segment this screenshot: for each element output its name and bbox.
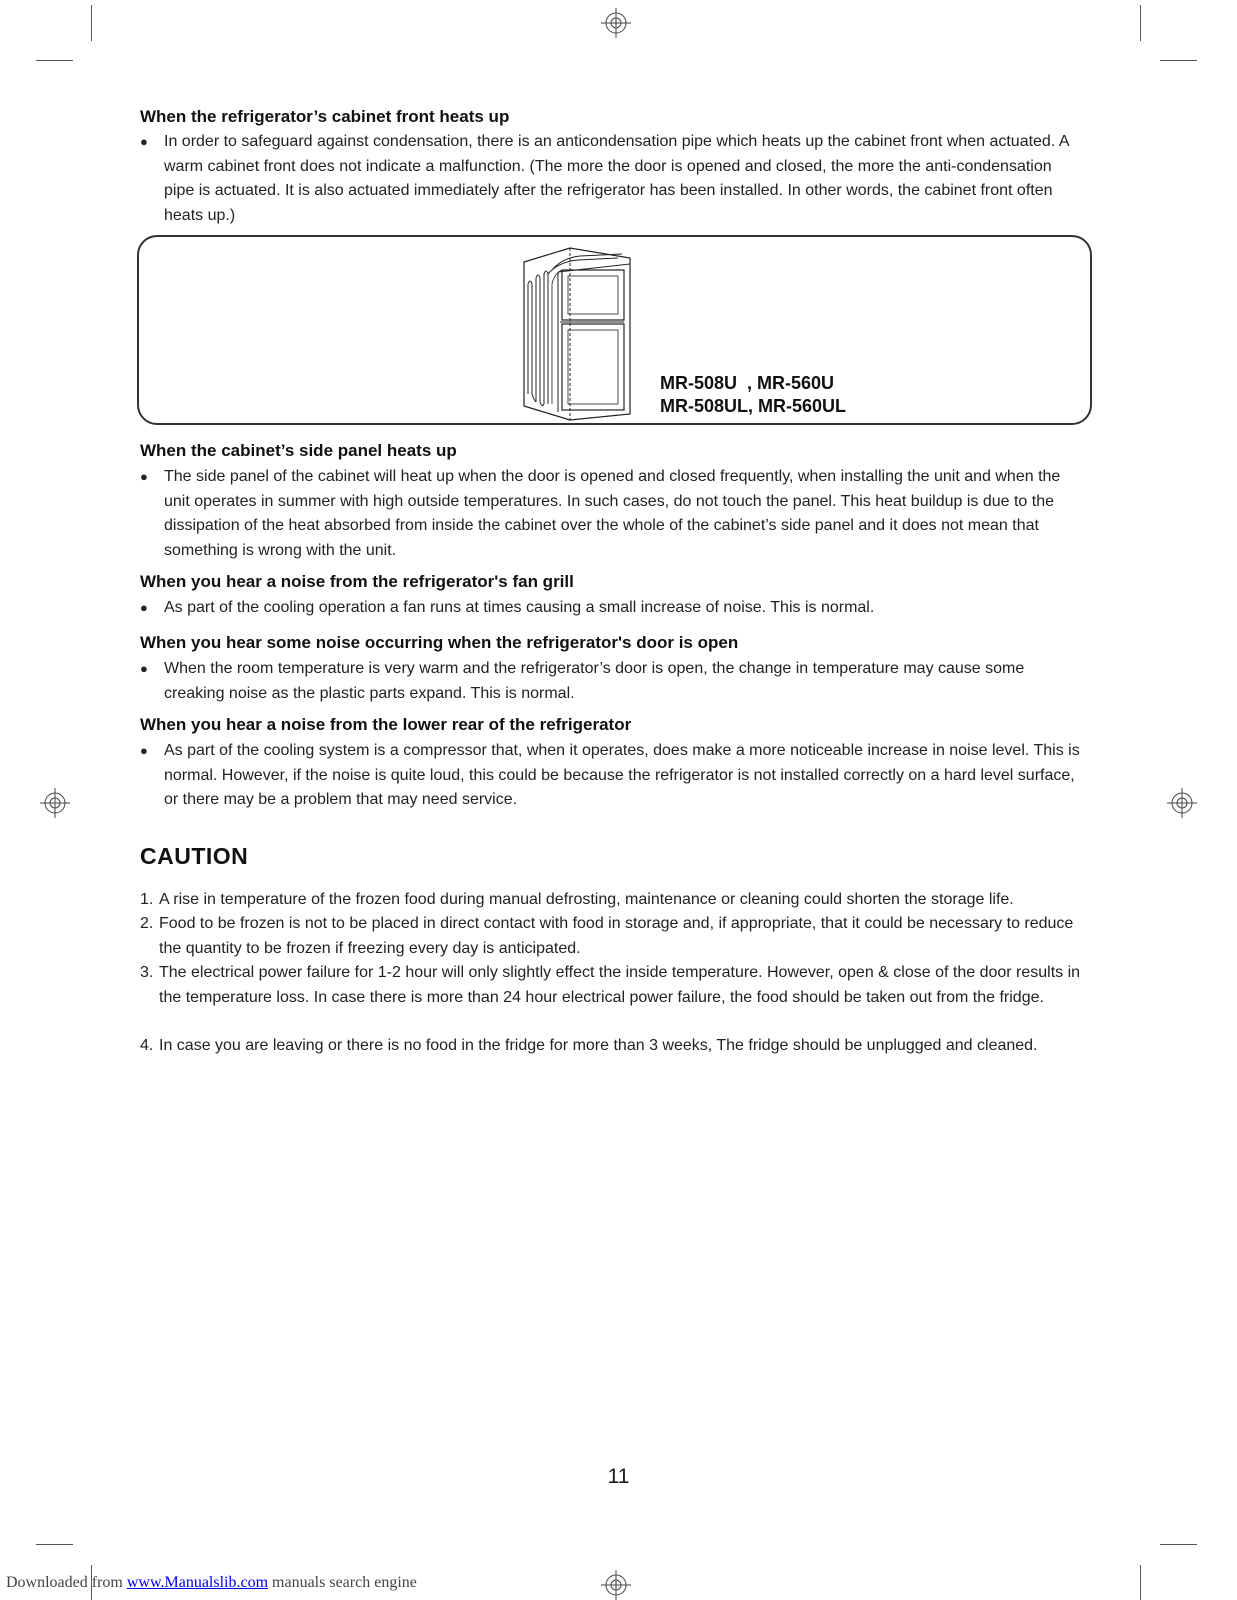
section-heading: When you hear a noise from the lower rear of the refrigerator <box>140 715 632 734</box>
model-list-line-1: MR-508U , MR-560U <box>660 373 835 393</box>
caution-item-number: 2. <box>140 915 154 932</box>
bullet-text: In order to safeguard against condensation, there is an anticondensation pipe which heats up the cabinet front when actuated. A warm cabinet front does not indicate a malfunction. (The more the door is opened and closed, the more the anti-condensation pipe is actuated. It is also actuated immediately after the refrigerator has been installed. In other words, the cabinet front often heats up.) <box>164 133 1069 224</box>
crop-mark <box>91 5 92 41</box>
bullet-item <box>140 739 1080 813</box>
section-heading: When you hear a noise from the refrigerator's fan grill <box>140 572 574 591</box>
page-number: 11 <box>607 1465 630 1488</box>
caution-item-number: 4. <box>140 1037 154 1054</box>
crop-mark <box>1140 1565 1141 1600</box>
crop-mark <box>1160 60 1197 61</box>
caution-item-number: 1. <box>140 891 154 908</box>
caution-item-text: In case you are leaving or there is no food in the fridge for more than 3 weeks, The fridge should be unplugged and cleaned. <box>159 1037 1038 1054</box>
crop-mark <box>36 60 73 61</box>
model-list-line-2: MR-508UL, MR-560UL <box>660 396 847 416</box>
crop-mark <box>36 1544 73 1545</box>
bullet-item <box>140 657 1080 706</box>
caution-item-text: A rise in temperature of the frozen food during manual defrosting, maintenance or cleaning could shorten the storage life. <box>159 891 1014 908</box>
footer-prefix: Downloaded from <box>6 1574 127 1591</box>
crop-mark <box>1160 1544 1197 1545</box>
caution-title: CAUTION <box>140 843 249 869</box>
section-heading: When the cabinet’s side panel heats up <box>140 441 457 460</box>
bullet-icon: ● <box>140 134 148 149</box>
caution-item-text: The electrical power failure for 1-2 hour will only slightly effect the inside temperature. However, open & close of the door results in the temperature loss. In case there is more than 24 hour electrical power failure, the food should be taken out from the fridge. <box>159 964 1081 1006</box>
download-footer <box>6 1574 417 1592</box>
section-heading: When the refrigerator’s cabinet front heats up <box>140 107 510 126</box>
bullet-text: As part of the cooling system is a compressor that, when it operates, does make a more noticeable increase in noise level. This is normal. However, if the noise is quite loud, this could be because the refrigerator is not installed correctly on a hard level surface, or there may be a problem that may need service. <box>164 742 1080 808</box>
caution-item <box>140 912 1090 961</box>
refrigerator-pipe-diagram <box>518 244 638 422</box>
bullet-item <box>140 465 1080 563</box>
bullet-icon: ● <box>140 743 148 758</box>
bullet-text: The side panel of the cabinet will heat up when the door is opened and closed frequently, when installing the unit and when the unit operates in summer with high outside temperatures. In such cases, do not touch the panel. This heat buildup is due to the dissipation of the heat absorbed from inside the cabinet over the whole of the cabinet’s side panel and it does not mean that something is wrong with the unit. <box>164 468 1061 559</box>
caution-item-number: 3. <box>140 964 154 981</box>
bullet-text: As part of the cooling operation a fan runs at times causing a small increase of noise. This is normal. <box>164 599 875 616</box>
caution-item <box>140 888 1090 913</box>
bullet-icon: ● <box>140 661 148 676</box>
section-heading: When you hear some noise occurring when the refrigerator's door is open <box>140 633 739 652</box>
registration-mark-icon <box>601 8 631 38</box>
bullet-icon: ● <box>140 469 148 484</box>
registration-mark-icon <box>601 1570 631 1600</box>
caution-item <box>140 961 1090 1010</box>
bullet-item <box>140 130 1080 228</box>
manualslib-link[interactable]: www.Manualslib.com <box>126 1574 269 1591</box>
registration-mark-icon <box>1167 788 1197 818</box>
registration-mark-icon <box>40 788 70 818</box>
caution-item <box>140 1034 1090 1059</box>
bullet-item <box>140 596 1080 621</box>
caution-item-text: Food to be frozen is not to be placed in direct contact with food in storage and, if appropriate, that it could be necessary to reduce the quantity to be frozen if freezing every day is anticipated. <box>159 915 1074 957</box>
footer-suffix: manuals search engine <box>268 1574 417 1591</box>
bullet-icon: ● <box>140 600 148 615</box>
bullet-text: When the room temperature is very warm and the refrigerator’s door is open, the change in temperature may cause some creaking noise as the plastic parts expand. This is normal. <box>164 660 1025 702</box>
crop-mark <box>1140 5 1141 41</box>
